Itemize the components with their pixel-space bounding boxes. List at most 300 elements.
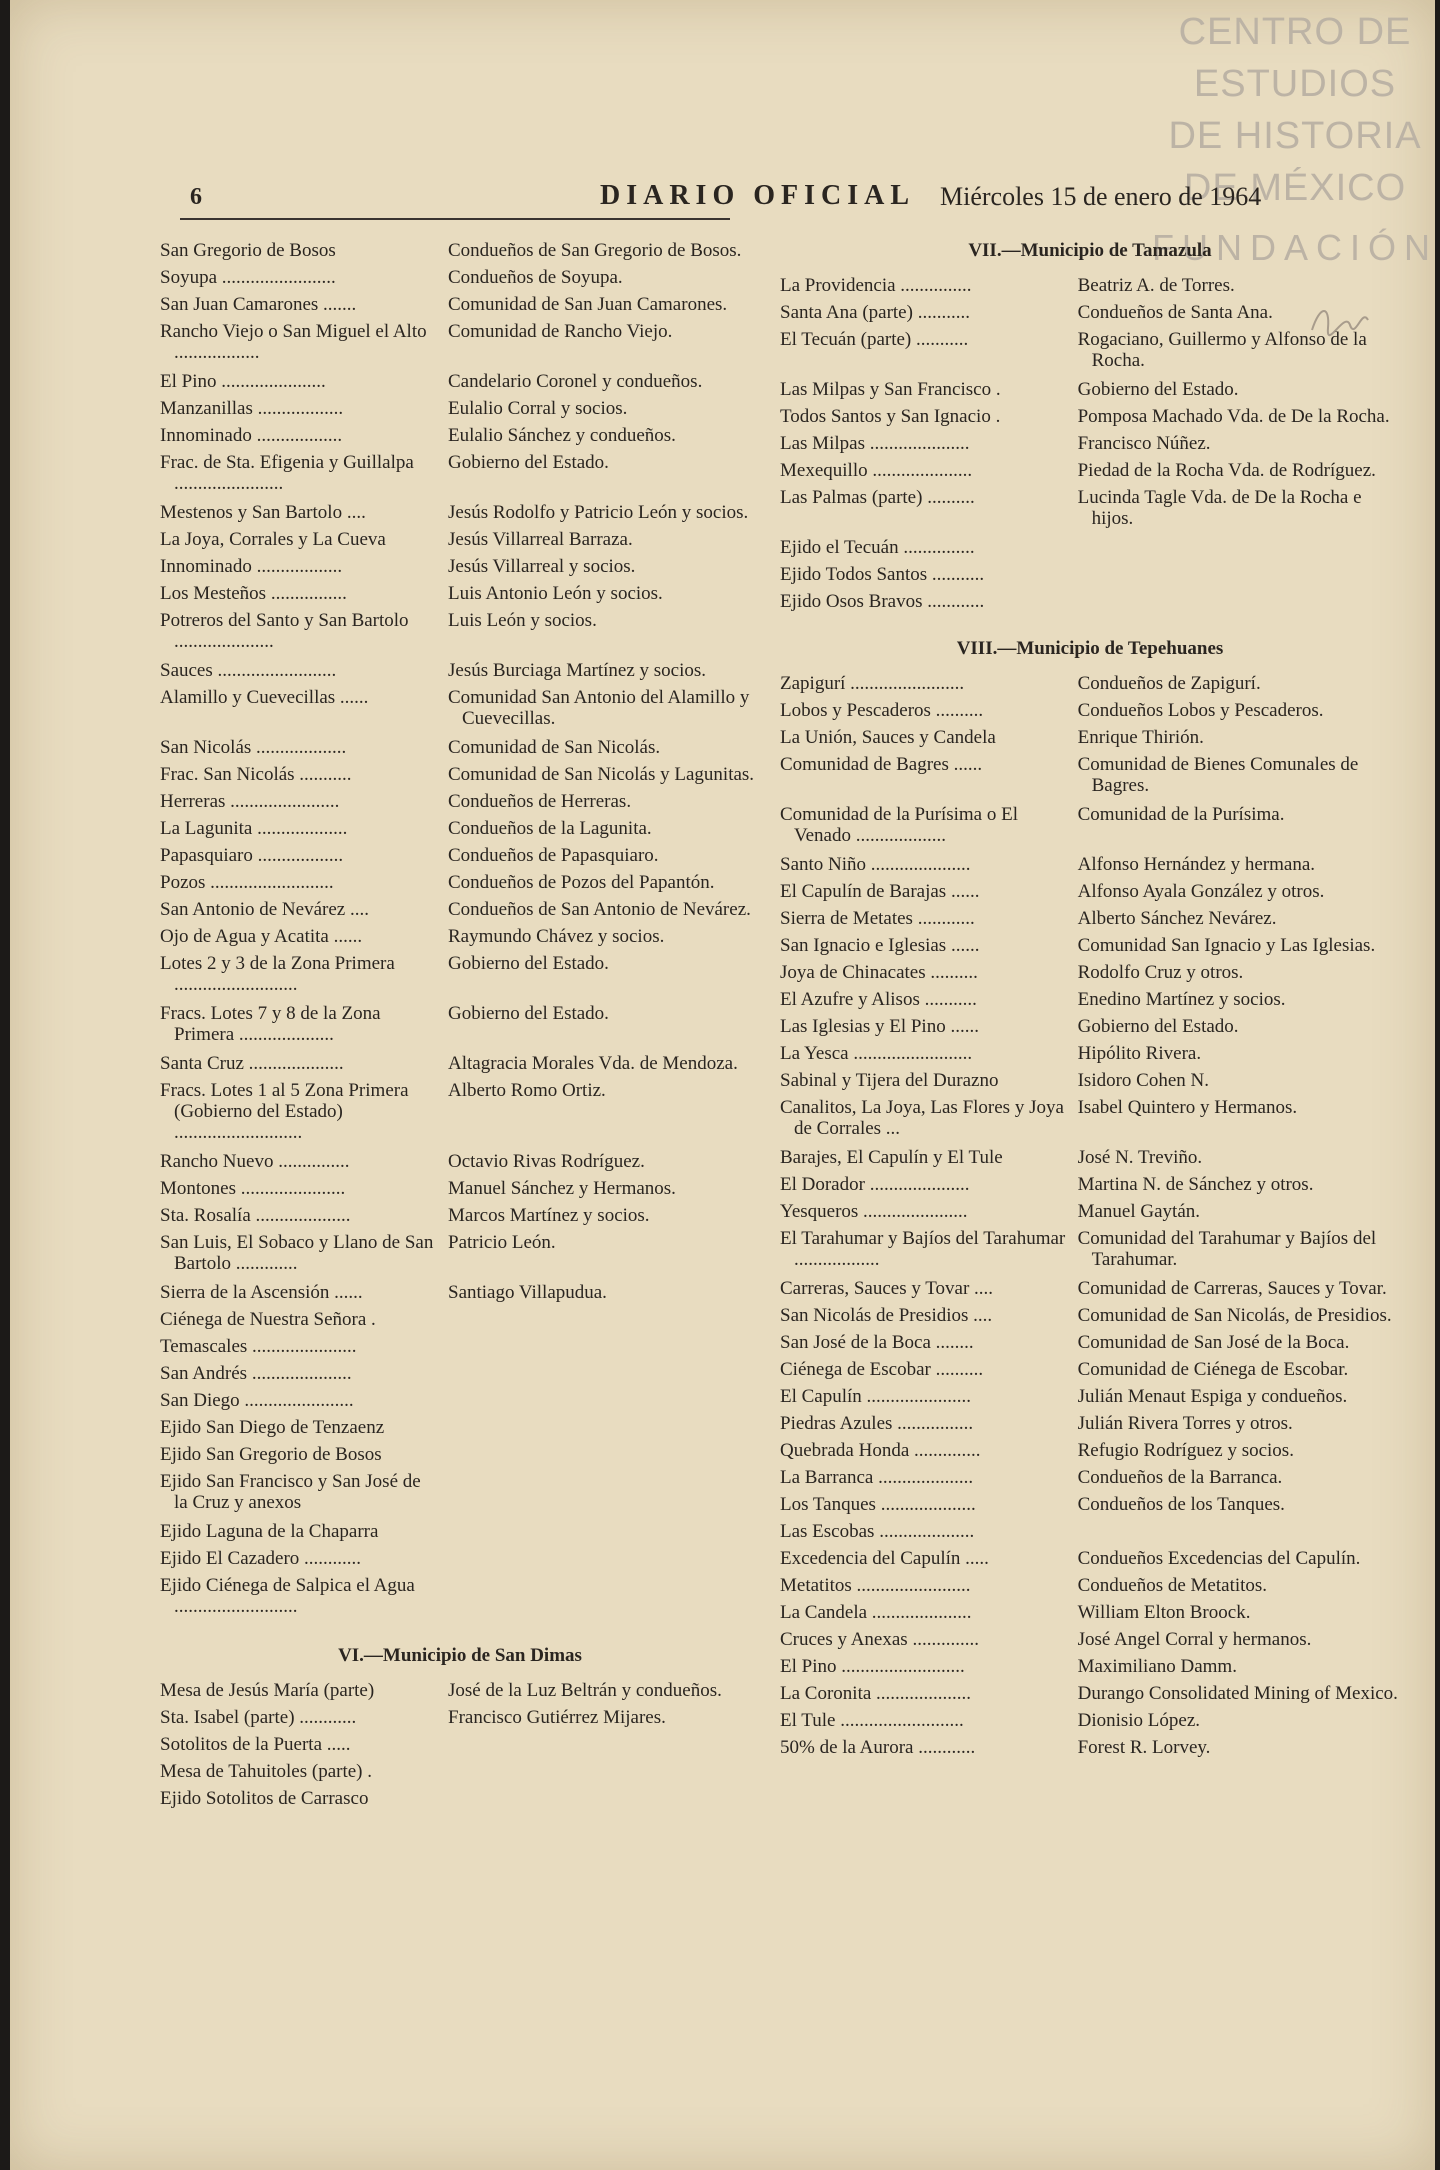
property-owner bbox=[448, 1336, 760, 1357]
property-row bbox=[160, 502, 760, 523]
property-row bbox=[780, 1710, 1400, 1731]
property-row bbox=[780, 1359, 1400, 1380]
property-row bbox=[780, 854, 1400, 875]
property-name: Barajes, El Capulín y El Tule bbox=[780, 1147, 1003, 1168]
property-row bbox=[780, 1737, 1400, 1758]
property-row bbox=[160, 240, 760, 261]
property-owner: Francisco Núñez. bbox=[1077, 433, 1211, 454]
property-owner: Comunidad de San Nicolás y Lagunitas. bbox=[448, 764, 755, 785]
property-name: Santa Ana (parte) ........... bbox=[780, 302, 970, 323]
property-row bbox=[160, 737, 760, 758]
property-name: Quebrada Honda .............. bbox=[780, 1440, 981, 1461]
left-column bbox=[160, 240, 760, 1815]
row-gap bbox=[160, 1513, 760, 1521]
property-name: San Diego ....................... bbox=[160, 1390, 354, 1411]
row-gap bbox=[780, 796, 1400, 804]
property-owner: Patricio León. bbox=[448, 1232, 556, 1253]
row-gap bbox=[160, 1617, 760, 1625]
section-heading: VII.—Municipio de Tamazula bbox=[968, 240, 1212, 261]
property-row bbox=[160, 425, 760, 446]
property-row bbox=[160, 294, 760, 315]
property-name: Piedras Azules ................ bbox=[780, 1413, 974, 1434]
property-owner: Santiago Villapudua. bbox=[448, 1282, 607, 1303]
property-owner: Condueños de los Tanques. bbox=[1077, 1494, 1285, 1515]
property-owner: Comunidad San Ignacio y Las Iglesias. bbox=[1077, 935, 1376, 956]
property-owner: Lucinda Tagle Vda. de De la Rocha e hijos. bbox=[1077, 487, 1362, 529]
property-owner: Jesús Burciaga Martínez y socios. bbox=[448, 660, 707, 681]
property-row bbox=[780, 1602, 1400, 1623]
property-owner: Condueños de Santa Ana. bbox=[1077, 302, 1273, 323]
header-rule bbox=[180, 218, 730, 220]
property-name: Las Iglesias y El Pino ...... bbox=[780, 1016, 979, 1037]
row-gap bbox=[780, 1139, 1400, 1147]
property-owner: Durango Consolidated Mining of Mexico. bbox=[1077, 1683, 1398, 1704]
property-name: Ejido El Cazadero ............ bbox=[160, 1548, 362, 1569]
property-name: Mesa de Tahuitoles (parte) . bbox=[160, 1761, 372, 1782]
property-owner: Gobierno del Estado. bbox=[448, 1003, 609, 1024]
property-owner: Comunidad de San Nicolás. bbox=[448, 737, 661, 758]
property-name: Soyupa ........................ bbox=[160, 267, 336, 288]
property-row bbox=[780, 1467, 1400, 1488]
property-row bbox=[160, 1282, 760, 1303]
property-name: El Dorador ..................... bbox=[780, 1174, 970, 1195]
property-row bbox=[160, 610, 760, 652]
property-name: Ejido el Tecuán ............... bbox=[780, 537, 975, 558]
property-name: Alamillo y Cuevecillas ...... bbox=[160, 687, 369, 708]
property-row bbox=[780, 1228, 1400, 1270]
property-row bbox=[160, 371, 760, 392]
property-name: Las Escobas .................... bbox=[780, 1521, 975, 1542]
property-row bbox=[780, 935, 1400, 956]
property-name: Fracs. Lotes 7 y 8 de la Zona Primera .................... bbox=[160, 1003, 381, 1045]
property-row bbox=[160, 398, 760, 419]
property-name: La Providencia ............... bbox=[780, 275, 972, 296]
row-gap bbox=[780, 529, 1400, 537]
property-name: Yesqueros ...................... bbox=[780, 1201, 968, 1222]
property-owner: Hipólito Rivera. bbox=[1077, 1043, 1202, 1064]
property-name: La Barranca .................... bbox=[780, 1467, 974, 1488]
property-name: Innominado .................. bbox=[160, 556, 343, 577]
property-row bbox=[780, 908, 1400, 929]
property-name: La Coronita .................... bbox=[780, 1683, 972, 1704]
property-row bbox=[160, 1232, 760, 1274]
property-name: Todos Santos y San Ignacio . bbox=[780, 406, 1001, 427]
property-owner: William Elton Broock. bbox=[1077, 1602, 1251, 1623]
property-name: Los Tanques .................... bbox=[780, 1494, 976, 1515]
property-row bbox=[780, 564, 1400, 585]
property-row bbox=[780, 754, 1400, 796]
property-row bbox=[160, 1205, 760, 1226]
property-owner: Rodolfo Cruz y otros. bbox=[1077, 962, 1244, 983]
property-name: Mexequillo ..................... bbox=[780, 460, 973, 481]
property-row bbox=[160, 1471, 760, 1513]
property-owner: Alfonso Hernández y hermana. bbox=[1077, 854, 1316, 875]
property-name: 50% de la Aurora ............ bbox=[780, 1737, 976, 1758]
property-owner bbox=[448, 1363, 760, 1384]
property-owner bbox=[448, 1471, 760, 1513]
property-row bbox=[780, 1548, 1400, 1569]
property-name: Ejido Osos Bravos ............ bbox=[780, 591, 985, 612]
property-row bbox=[780, 1147, 1400, 1168]
property-row bbox=[160, 1309, 760, 1330]
property-name: Sta. Rosalía .................... bbox=[160, 1205, 351, 1226]
property-row bbox=[160, 1053, 760, 1074]
property-row bbox=[160, 1734, 760, 1755]
property-name: Ojo de Agua y Acatita ...... bbox=[160, 926, 363, 947]
property-row bbox=[160, 1521, 760, 1542]
property-name: Ciénega de Escobar .......... bbox=[780, 1359, 984, 1380]
property-name: El Tule .......................... bbox=[780, 1710, 964, 1731]
property-name: El Pino .......................... bbox=[780, 1656, 965, 1677]
property-row bbox=[780, 881, 1400, 902]
property-row bbox=[780, 1386, 1400, 1407]
property-name: La Candela ..................... bbox=[780, 1602, 972, 1623]
property-owner: Comunidad de Bienes Comunales de Bagres. bbox=[1077, 754, 1359, 796]
property-owner: Julián Menaut Espiga y condueños. bbox=[1077, 1386, 1348, 1407]
section-heading: VIII.—Municipio de Tepehuanes bbox=[956, 638, 1224, 659]
property-owner: Jesús Villarreal y socios. bbox=[448, 556, 636, 577]
row-gap bbox=[160, 1274, 760, 1282]
property-owner: Francisco Gutiérrez Mijares. bbox=[448, 1707, 666, 1728]
property-owner bbox=[448, 1761, 760, 1782]
watermark-foundation: FUNDACIÓN bbox=[1152, 227, 1438, 268]
property-name: Ejido Ciénega de Salpica el Agua .......................... bbox=[160, 1575, 415, 1617]
watermark-line: DE MÉXICO bbox=[1183, 167, 1407, 209]
property-name: La Joya, Corrales y La Cueva bbox=[160, 529, 386, 550]
property-row bbox=[780, 275, 1400, 296]
property-owner: José N. Treviño. bbox=[1077, 1147, 1203, 1168]
property-name: La Lagunita ................... bbox=[160, 818, 348, 839]
property-name: Papasquiaro .................. bbox=[160, 845, 344, 866]
property-owner: Julián Rivera Torres y otros. bbox=[1077, 1413, 1293, 1434]
property-owner: Comunidad de la Purísima. bbox=[1077, 804, 1285, 825]
property-name: Zapigurí ........................ bbox=[780, 673, 965, 694]
property-row bbox=[780, 804, 1400, 846]
property-row bbox=[160, 926, 760, 947]
row-gap bbox=[160, 729, 760, 737]
property-name: Rancho Viejo o San Miguel el Alto .................. bbox=[160, 321, 427, 363]
property-row bbox=[160, 845, 760, 866]
property-name: Ejido San Francisco y San José de la Cruz y anexos bbox=[160, 1471, 421, 1513]
property-name: Ejido San Gregorio de Bosos bbox=[160, 1444, 382, 1465]
property-owner: Octavio Rivas Rodríguez. bbox=[448, 1151, 645, 1172]
property-row bbox=[160, 1548, 760, 1569]
property-name: Excedencia del Capulín ..... bbox=[780, 1548, 989, 1569]
property-owner: Luis León y socios. bbox=[448, 610, 597, 631]
property-name: Ejido Laguna de la Chaparra bbox=[160, 1521, 379, 1542]
property-owner: Gobierno del Estado. bbox=[448, 452, 609, 473]
property-name: Innominado .................. bbox=[160, 425, 343, 446]
property-name: San Nicolás de Presidios .... bbox=[780, 1305, 993, 1326]
property-owner bbox=[448, 1788, 760, 1809]
property-name: Frac. San Nicolás ........... bbox=[160, 764, 352, 785]
property-row bbox=[160, 953, 760, 995]
right-column bbox=[780, 240, 1400, 1764]
property-name: San Nicolás ................... bbox=[160, 737, 347, 758]
property-name: Ejido Sotolitos de Carrasco bbox=[160, 1788, 369, 1809]
property-row bbox=[160, 452, 760, 494]
property-name: Frac. de Sta. Efigenia y Guillalpa ....................... bbox=[160, 452, 414, 494]
property-owner: Comunidad de San Juan Camarones. bbox=[448, 294, 728, 315]
property-owner: Forest R. Lorvey. bbox=[1077, 1737, 1211, 1758]
property-owner: Enrique Thirión. bbox=[1077, 727, 1204, 748]
property-owner bbox=[1078, 564, 1400, 585]
property-row bbox=[780, 537, 1400, 558]
property-name: El Tarahumar y Bajíos del Tarahumar .................. bbox=[780, 1228, 1066, 1270]
property-owner: Comunidad de Ciénega de Escobar. bbox=[1077, 1359, 1349, 1380]
property-row bbox=[160, 529, 760, 550]
property-row bbox=[780, 1332, 1400, 1353]
row-gap bbox=[780, 1758, 1400, 1764]
property-owner: Rogaciano, Guillermo y Alfonso de la Rocha. bbox=[1077, 329, 1367, 371]
property-owner: Candelario Coronel y condueños. bbox=[448, 371, 703, 392]
property-row bbox=[160, 556, 760, 577]
property-name: Sabinal y Tijera del Durazno bbox=[780, 1070, 999, 1091]
property-row bbox=[780, 1305, 1400, 1326]
row-gap bbox=[160, 494, 760, 502]
row-gap bbox=[780, 612, 1400, 618]
property-owner bbox=[448, 1575, 760, 1617]
property-owner: Enedino Martínez y socios. bbox=[1077, 989, 1286, 1010]
property-owner bbox=[448, 1444, 760, 1465]
property-name: Las Milpas ..................... bbox=[780, 433, 970, 454]
property-owner: Alberto Romo Ortiz. bbox=[448, 1080, 606, 1101]
property-row bbox=[780, 379, 1400, 400]
property-owner: Comunidad de Carreras, Sauces y Tovar. bbox=[1077, 1278, 1387, 1299]
watermark bbox=[1150, 6, 1440, 274]
property-owner: Beatriz A. de Torres. bbox=[1077, 275, 1235, 296]
property-name: Manzanillas .................. bbox=[160, 398, 344, 419]
property-name: El Capulín de Barajas ...... bbox=[780, 881, 980, 902]
property-row bbox=[780, 406, 1400, 427]
property-owner: Comunidad de San José de la Boca. bbox=[1077, 1332, 1350, 1353]
property-name: Mestenos y San Bartolo .... bbox=[160, 502, 366, 523]
property-owner: Isidoro Cohen N. bbox=[1077, 1070, 1209, 1091]
property-row bbox=[780, 727, 1400, 748]
property-owner: Comunidad del Tarahumar y Bajíos del Tarahumar. bbox=[1077, 1228, 1377, 1270]
property-row bbox=[780, 1278, 1400, 1299]
property-owner: Eulalio Corral y socios. bbox=[448, 398, 628, 419]
row-gap bbox=[780, 846, 1400, 854]
property-row bbox=[780, 1575, 1400, 1596]
property-row bbox=[160, 1680, 760, 1701]
property-name: Santo Niño ..................... bbox=[780, 854, 971, 875]
property-owner: Condueños de Zapigurí. bbox=[1077, 673, 1261, 694]
property-name: Lotes 2 y 3 de la Zona Primera .......................... bbox=[160, 953, 395, 995]
property-name: San Ignacio e Iglesias ...... bbox=[780, 935, 980, 956]
property-name: Ciénega de Nuestra Señora . bbox=[160, 1309, 376, 1330]
property-name: Lobos y Pescaderos .......... bbox=[780, 700, 984, 721]
property-owner: Comunidad San Antonio del Alamillo y Cuevecillas. bbox=[448, 687, 750, 729]
property-owner: Dionisio López. bbox=[1077, 1710, 1201, 1731]
property-row bbox=[780, 1494, 1400, 1515]
property-row bbox=[160, 1363, 760, 1384]
property-owner: Manuel Gaytán. bbox=[1077, 1201, 1200, 1222]
property-row bbox=[160, 1417, 760, 1438]
property-owner: Piedad de la Rocha Vda. de Rodríguez. bbox=[1077, 460, 1376, 481]
row-gap bbox=[780, 1270, 1400, 1278]
property-owner: Condueños de la Lagunita. bbox=[448, 818, 652, 839]
property-owner: Condueños de Soyupa. bbox=[448, 267, 623, 288]
property-row bbox=[780, 1413, 1400, 1434]
property-owner: Condueños de San Antonio de Nevárez. bbox=[448, 899, 751, 920]
property-owner: Condueños de Papasquiaro. bbox=[448, 845, 659, 866]
property-name: Metatitos ........................ bbox=[780, 1575, 971, 1596]
property-name: Potreros del Santo y San Bartolo ..................... bbox=[160, 610, 409, 652]
property-owner: Gobierno del Estado. bbox=[1077, 379, 1239, 400]
property-row bbox=[160, 1707, 760, 1728]
property-name: Sotolitos de la Puerta ..... bbox=[160, 1734, 351, 1755]
property-name: Temascales ...................... bbox=[160, 1336, 357, 1357]
section-heading: VI.—Municipio de San Dimas bbox=[338, 1645, 582, 1666]
property-name: La Unión, Sauces y Candela bbox=[780, 727, 996, 748]
property-row bbox=[160, 267, 760, 288]
property-owner: Jesús Villarreal Barraza. bbox=[448, 529, 633, 550]
property-name: Carreras, Sauces y Tovar .... bbox=[780, 1278, 994, 1299]
property-name: Montones ...................... bbox=[160, 1178, 346, 1199]
property-name: Mesa de Jesús María (parte) bbox=[160, 1680, 375, 1701]
row-gap bbox=[160, 1809, 760, 1815]
property-owner: José de la Luz Beltrán y condueños. bbox=[448, 1680, 722, 1701]
property-name: Los Mesteños ................ bbox=[160, 583, 347, 604]
row-gap bbox=[780, 371, 1400, 379]
property-name: San José de la Boca ........ bbox=[780, 1332, 974, 1353]
property-owner: Condueños de la Barranca. bbox=[1077, 1467, 1283, 1488]
property-row bbox=[160, 1575, 760, 1617]
property-name: Ejido San Diego de Tenzaenz bbox=[160, 1417, 385, 1438]
property-name: Pozos .......................... bbox=[160, 872, 334, 893]
property-row bbox=[780, 1683, 1400, 1704]
property-row bbox=[780, 329, 1400, 371]
property-owner: Eulalio Sánchez y condueños. bbox=[448, 425, 676, 446]
property-name: Santa Cruz .................... bbox=[160, 1053, 344, 1074]
row-gap bbox=[160, 363, 760, 371]
property-name: San Juan Camarones ....... bbox=[160, 294, 357, 315]
page-header bbox=[160, 180, 1360, 220]
property-owner: Luis Antonio León y socios. bbox=[448, 583, 663, 604]
property-name: San Luis, El Sobaco y Llano de San Bartolo ............. bbox=[160, 1232, 434, 1274]
property-name: Fracs. Lotes 1 al 5 Zona Primera (Gobierno del Estado) ........................... bbox=[160, 1080, 409, 1143]
property-name: El Capulín ...................... bbox=[780, 1386, 972, 1407]
property-name: Herreras ....................... bbox=[160, 791, 340, 812]
property-name: San Gregorio de Bosos bbox=[160, 240, 336, 261]
newspaper-page bbox=[10, 0, 1438, 2170]
property-row bbox=[160, 899, 760, 920]
property-row bbox=[780, 989, 1400, 1010]
property-name: El Azufre y Alisos ........... bbox=[780, 989, 977, 1010]
watermark-line: CENTRO DE bbox=[1178, 11, 1412, 53]
property-row bbox=[160, 687, 760, 729]
property-row bbox=[160, 872, 760, 893]
property-row bbox=[160, 1336, 760, 1357]
property-owner bbox=[448, 1309, 760, 1330]
property-owner: Alfonso Ayala González y otros. bbox=[1077, 881, 1325, 902]
property-row bbox=[160, 791, 760, 812]
property-owner: Jesús Rodolfo y Patricio León y socios. bbox=[448, 502, 749, 523]
property-name: Cruces y Anexas .............. bbox=[780, 1629, 979, 1650]
property-owner bbox=[448, 1417, 760, 1438]
property-owner: Manuel Sánchez y Hermanos. bbox=[448, 1178, 676, 1199]
property-owner: Isabel Quintero y Hermanos. bbox=[1077, 1097, 1298, 1118]
property-row bbox=[160, 1151, 760, 1172]
property-row bbox=[780, 1070, 1400, 1091]
property-name: San Antonio de Nevárez .... bbox=[160, 899, 369, 920]
property-row bbox=[160, 583, 760, 604]
property-row bbox=[160, 1788, 760, 1809]
property-row bbox=[780, 1656, 1400, 1677]
property-name: Rancho Nuevo ............... bbox=[160, 1151, 350, 1172]
property-name: San Andrés ..................... bbox=[160, 1363, 352, 1384]
property-owner bbox=[1078, 537, 1400, 558]
property-name: Comunidad de Bagres ...... bbox=[780, 754, 983, 775]
property-owner: Marcos Martínez y socios. bbox=[448, 1205, 650, 1226]
property-owner: Maximiliano Damm. bbox=[1077, 1656, 1237, 1677]
property-name: El Pino ...................... bbox=[160, 371, 326, 392]
row-gap bbox=[160, 1045, 760, 1053]
property-owner bbox=[448, 1521, 760, 1542]
property-row bbox=[160, 1080, 760, 1143]
property-name: La Yesca ......................... bbox=[780, 1043, 973, 1064]
row-gap bbox=[160, 652, 760, 660]
property-name: Sauces ......................... bbox=[160, 660, 337, 681]
property-row bbox=[780, 1201, 1400, 1222]
property-row bbox=[160, 1444, 760, 1465]
property-row bbox=[160, 764, 760, 785]
property-owner: Refugio Rodríguez y socios. bbox=[1077, 1440, 1294, 1461]
property-row bbox=[780, 591, 1400, 612]
property-row bbox=[780, 1521, 1400, 1542]
watermark-line: DE HISTORIA bbox=[1168, 115, 1422, 157]
property-owner: Condueños de Metatitos. bbox=[1077, 1575, 1268, 1596]
property-row bbox=[160, 660, 760, 681]
property-owner: Gobierno del Estado. bbox=[1077, 1016, 1239, 1037]
property-row bbox=[780, 962, 1400, 983]
property-owner: Condueños de Pozos del Papantón. bbox=[448, 872, 715, 893]
property-row bbox=[780, 487, 1400, 529]
row-gap bbox=[160, 1143, 760, 1151]
property-row bbox=[780, 433, 1400, 454]
property-row bbox=[780, 1097, 1400, 1139]
property-owner: Condueños de Herreras. bbox=[448, 791, 632, 812]
property-row bbox=[780, 460, 1400, 481]
property-owner bbox=[1078, 1521, 1400, 1542]
property-row bbox=[780, 1016, 1400, 1037]
property-owner bbox=[448, 1734, 760, 1755]
property-row bbox=[160, 1178, 760, 1199]
issue-date: Miércoles 15 de enero de 1964 bbox=[940, 182, 1262, 211]
property-row bbox=[780, 1440, 1400, 1461]
property-owner: Gobierno del Estado. bbox=[448, 953, 609, 974]
property-row bbox=[780, 302, 1400, 323]
property-name: Las Palmas (parte) .......... bbox=[780, 487, 975, 508]
property-owner: Martina N. de Sánchez y otros. bbox=[1077, 1174, 1314, 1195]
property-owner: Raymundo Chávez y socios. bbox=[448, 926, 665, 947]
property-row bbox=[780, 1043, 1400, 1064]
property-row bbox=[160, 1390, 760, 1411]
property-row bbox=[780, 700, 1400, 721]
property-owner bbox=[1078, 591, 1400, 612]
watermark-line: ESTUDIOS bbox=[1193, 63, 1397, 105]
property-row bbox=[160, 818, 760, 839]
property-name: Sta. Isabel (parte) ............ bbox=[160, 1707, 357, 1728]
property-name: Sierra de la Ascensión ...... bbox=[160, 1282, 363, 1303]
property-row bbox=[160, 321, 760, 363]
property-owner: Altagracia Morales Vda. de Mendoza. bbox=[448, 1053, 738, 1074]
newspaper-title: DIARIO OFICIAL bbox=[600, 180, 916, 211]
property-owner bbox=[448, 1390, 760, 1411]
property-owner: Comunidad de Rancho Viejo. bbox=[448, 321, 673, 342]
property-row bbox=[160, 1003, 760, 1045]
